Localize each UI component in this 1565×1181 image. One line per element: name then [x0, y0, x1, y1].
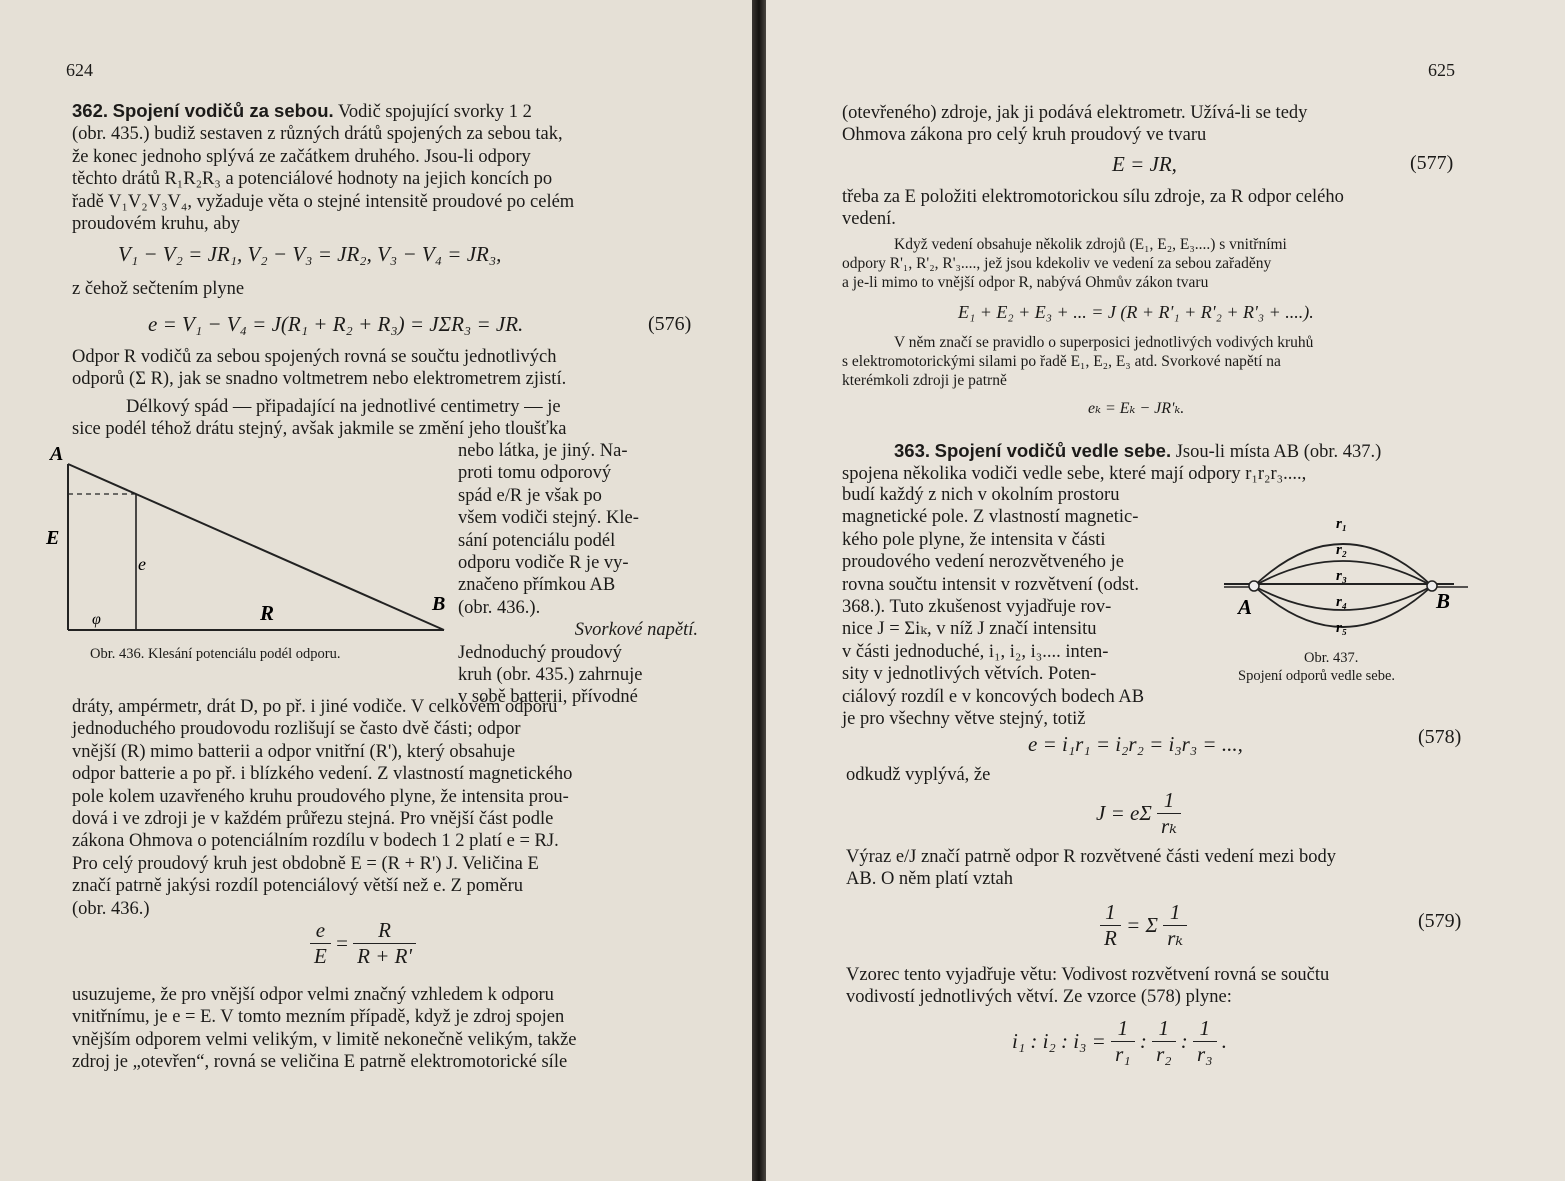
text-line: všem vodiči stejný. Kle- [458, 508, 639, 529]
equation-577: E = JR, [1112, 152, 1177, 176]
label-A: A [50, 443, 64, 465]
text-line: Když vedení obsahuje několik zdrojů (E₁, E₂, E₃....) s vnitřními [894, 236, 1287, 253]
section-number: 362. [72, 100, 109, 121]
paragraph [72, 346, 698, 391]
text-line: Jsou-li místa AB (obr. 437.) [1175, 442, 1382, 462]
text-line: dová i ve zdroji je v každém průřezu stejná. Pro vnější část podle [72, 809, 554, 830]
numerator: R [353, 918, 416, 944]
paragraph [846, 964, 1460, 1009]
label-e: e [138, 554, 146, 574]
text-line: odporů (Σ R), jak se snadno voltmetrem nebo elektrometrem zjistí. [72, 369, 567, 390]
equation-number: (577) [1410, 152, 1454, 174]
figure-437 [1218, 508, 1478, 648]
label-B: B [432, 593, 446, 615]
denominator: rₖ [1161, 814, 1177, 838]
text-line: usuzujeme, že pro vnější odpor velmi značný vzhledem k odporu [72, 985, 554, 1005]
text-line: s elektromotorickými silami po řadě E₁, E₂, E₃ atd. Svorkové napětí na [842, 352, 1281, 370]
equation-lhs: i₁ : i₂ : i₃ = [1012, 1029, 1106, 1053]
numerator: 1 [1157, 788, 1181, 814]
equation-lhs: J = eΣ [1096, 801, 1152, 825]
text-line: třeba za E položiti elektromotorickou sílu zdroje, za R odpor celého [842, 187, 1344, 207]
page-number: 625 [1428, 60, 1455, 80]
label-A: A [1238, 595, 1253, 619]
denominator: R + R' [357, 944, 412, 968]
text-line: zdroj je „otevřen“, rovná se veličina E patrně elektromotorické síle [72, 1052, 568, 1073]
equation-579 [1100, 900, 1187, 951]
text-line: nice J = Σiₖ, v níž J značí intensitu [842, 619, 1097, 640]
text-line: proti tomu odporový [458, 463, 612, 484]
wrap-paragraph [842, 484, 1198, 730]
label-r3: r₃ [1336, 568, 1348, 584]
book-gutter [752, 0, 766, 1181]
figure-436 [40, 440, 460, 670]
text-line: vnitřnímu, je e = E. V tomto mezním případě, když je zdroj spojen [72, 1007, 565, 1028]
text-line: vedení. [842, 209, 896, 230]
denominator: r₃ [1197, 1042, 1213, 1066]
numerator: e [310, 918, 331, 944]
label-phi: φ [92, 611, 101, 628]
text-line: Odpor R vodičů za sebou spojených rovná se součtu jednotlivých [72, 347, 557, 367]
text-line: v sobě batterii, přívodné [458, 687, 638, 708]
label-r2: r₂ [1336, 542, 1348, 558]
text-line: ciálový rozdíl e v koncových bodech AB [842, 686, 1145, 707]
text-line: odpor batterie a po př. i blízkého vedení. Z vlastností magnetického [72, 764, 573, 785]
text-line: Jednoduchý proudový [458, 642, 622, 663]
paragraph [72, 984, 698, 1074]
small-print [842, 334, 1460, 390]
numerator: 1 [1193, 1016, 1216, 1042]
node-A [1249, 581, 1259, 591]
figure-caption: Obr. 437. [1304, 650, 1359, 666]
equation-number: (579) [1418, 910, 1462, 932]
text-line: značí patrně jakýsi rozdíl potenciálový větší než e. Z poměru [72, 876, 524, 897]
left-page [0, 0, 752, 1181]
text-line: rovna součtu intensit v rozvětvení (odst. [842, 574, 1139, 595]
text-line: Vzorec tento vyjadřuje větu: Vodivost rozvětvení rovná se součtu [846, 965, 1330, 985]
subheading: Svorkové napětí. [574, 620, 698, 641]
text-line: nebo látka, je jiný. Na- [458, 441, 628, 461]
text-line: AB. O něm platí vztah [846, 869, 1013, 890]
text-line: že konec jednoho splývá ze začátkem druhého. Jsou-li odpory [72, 146, 531, 167]
text-line: Vodič spojující svorky 1 2 [337, 102, 532, 122]
text-line: spád e/R je však po [458, 485, 602, 506]
paragraph [842, 186, 1460, 231]
paragraph [842, 102, 1460, 147]
potential-line-AB [68, 464, 444, 630]
text-line: a je-li mimo to vnější odpor R, nabývá Ohmův zákon tvaru [842, 273, 1209, 291]
text-line: pole kolem uzavřeného kruhu proudového plyne, že intensita prou- [72, 786, 569, 807]
equation-operator: = Σ [1126, 913, 1158, 937]
text-line: značeno přímkou AB [458, 575, 616, 596]
text-line: sání potenciálu podél [458, 530, 616, 551]
label-E: E [46, 527, 60, 549]
paragraph [846, 846, 1460, 891]
numerator: 1 [1100, 900, 1121, 926]
equation-sources: E₁ + E₂ + E₃ + ... = J (R + R'₁ + R'₂ + R'₃ + ....). [958, 302, 1314, 322]
text-line: Ohmova zákona pro celý kruh proudový ve tvaru [842, 125, 1207, 146]
text-line: v části jednoduché, i₁, i₂, i₃.... inten- [842, 641, 1109, 662]
text-line: Délkový spád — připadající na jednotlivé centimetry — je [126, 397, 561, 417]
text-line: těchto drátů R₁R₂R₃ a potenciálové hodnoty na jejich koncích po [72, 169, 553, 190]
text-line: vnějším odporem velmi velikým, v limitě nekonečně velikým, takže [72, 1029, 577, 1050]
numerator: 1 [1163, 900, 1187, 926]
text-line: kruh (obr. 435.) zahrnuje [458, 665, 643, 686]
text-line: jednoduchého proudovodu rozlišují se často dvě části; odpor [72, 719, 521, 740]
numerator: 1 [1111, 1016, 1134, 1042]
section-title: Spojení vodičů vedle sebe. [934, 440, 1172, 461]
text-line: odkudž vyplývá, že [846, 765, 991, 785]
text-line: vnější (R) mimo batterii a odpor vnitřní (R'), který obsahuje [72, 741, 516, 762]
text-line: kého pole plyne, že intensita v části [842, 529, 1106, 550]
figure-caption: Obr. 436. Klesání potenciálu podél odporu. [90, 646, 341, 662]
text-line: vodivostí jednotlivých větví. Ze vzorce (578) plyne: [846, 987, 1232, 1008]
paragraph [72, 696, 698, 920]
text-line: budí každý z nich v okolním prostoru [842, 485, 1120, 505]
denominator: R [1104, 926, 1117, 950]
label-r4: r₄ [1336, 594, 1348, 610]
small-print [842, 236, 1460, 292]
text-line: spojena několika vodiči vedle sebe, které mají odpory r₁r₂r₃...., [842, 464, 1307, 485]
text-line: (otevřeného) zdroje, jak ji podává elektrometr. Užívá-li se tedy [842, 103, 1308, 123]
denominator: E [314, 944, 327, 968]
equation-578: e = i₁r₁ = i₂r₂ = i₃r₃ = ..., [1028, 732, 1243, 756]
equation-number: (578) [1418, 726, 1462, 748]
text-line: je pro všechny větve stejný, totiž [842, 709, 1086, 730]
denominator: rₖ [1167, 926, 1184, 950]
section-362-intro [72, 100, 698, 235]
label-r1: r₁ [1336, 516, 1348, 532]
text-line: Pro celý proudový kruh jest obdobně E = (R + R') J. Veličina E [72, 853, 539, 874]
label-r5: r₅ [1336, 620, 1348, 636]
equation-current-ratio: i₁ : i₂ : i₃ = $\frac{1}{\text{r₁}}$ : $\frac{1}{\text{r₂}}$ : $\frac{1}{\text{r₃}}$ . [1012, 1016, 1228, 1066]
section-363-intro [842, 440, 1460, 486]
text-line: 368.). Tuto zkušenost vyjadřuje rov- [842, 597, 1112, 618]
section-number: 363. [894, 440, 931, 461]
text-line: Výraz e/J značí patrně odpor R rozvětvené části vedení mezi body [846, 847, 1337, 867]
page-number: 624 [66, 60, 93, 80]
text-line: sice podél téhož drátu stejný, avšak jakmile se změní jeho tloušťka [72, 419, 567, 440]
numerator: 1 [1152, 1016, 1175, 1042]
paragraph [72, 396, 698, 441]
label-R: R [260, 601, 275, 625]
text-line: dráty, ampérmetr, drát D, po př. i jiné vodiče. V celkovém odporu [72, 697, 558, 717]
equation-number: (576) [648, 313, 692, 335]
text-line: V něm značí se pravidlo o superposici jednotlivých vodivých kruhů [894, 334, 1314, 351]
equation-J [1096, 788, 1181, 839]
text-line: (obr. 435.) budiž sestaven z různých drátů spojených za sebou tak, [72, 124, 563, 145]
equation-ratio: $\frac{e}{E}$ = $\frac{R}{R + R'}$ [310, 918, 416, 969]
text-line: proudovém kruhu, aby [72, 214, 241, 235]
text-line: kterémkoli zdroji je patrně [842, 371, 1007, 389]
text-line: magnetické pole. Z vlastností magnetic- [842, 507, 1139, 528]
label-B: B [1436, 589, 1451, 613]
section-title: Spojení vodičů za sebou. [112, 100, 334, 121]
equation-potentials: V₁ − V₂ = JR₁, V₂ − V₃ = JR₂, V₃ − V₄ = JR₃, [118, 242, 502, 266]
text-line: řadě V₁V₂V₃V₄, vyžaduje věta o stejné intensitě proudové po celém [72, 191, 575, 212]
denominator: r₂ [1156, 1042, 1172, 1066]
equation-576: e = V₁ − V₄ = J(R₁ + R₂ + R₃) = JΣR₃ = JR. [148, 312, 524, 336]
equation-terminal: eₖ = Eₖ − JR'ₖ. [1088, 400, 1185, 417]
text-line: zákona Ohmova o potenciálním rozdílu v bodech 1 2 platí e = RJ. [72, 831, 559, 852]
text-line: z čehož sečtením plyne [72, 279, 245, 299]
text-line: odporu vodiče R je vy- [458, 553, 629, 574]
figure-caption: Spojení odporů vedle sebe. [1238, 668, 1396, 684]
text-line: (obr. 436.) [72, 898, 150, 919]
text-line: proudového vedení nerozvětveného je [842, 552, 1125, 573]
text-line: sity v jednotlivých větvích. Poten- [842, 664, 1097, 685]
text-line: (obr. 436.). [458, 597, 541, 618]
right-page [766, 0, 1565, 1181]
wrap-paragraph [458, 440, 698, 709]
denominator: r₁ [1115, 1042, 1131, 1066]
text-line: odpory R'₁, R'₂, R'₃...., jež jsou kdekoliv ve vedení za sebou zařaděny [842, 254, 1272, 272]
